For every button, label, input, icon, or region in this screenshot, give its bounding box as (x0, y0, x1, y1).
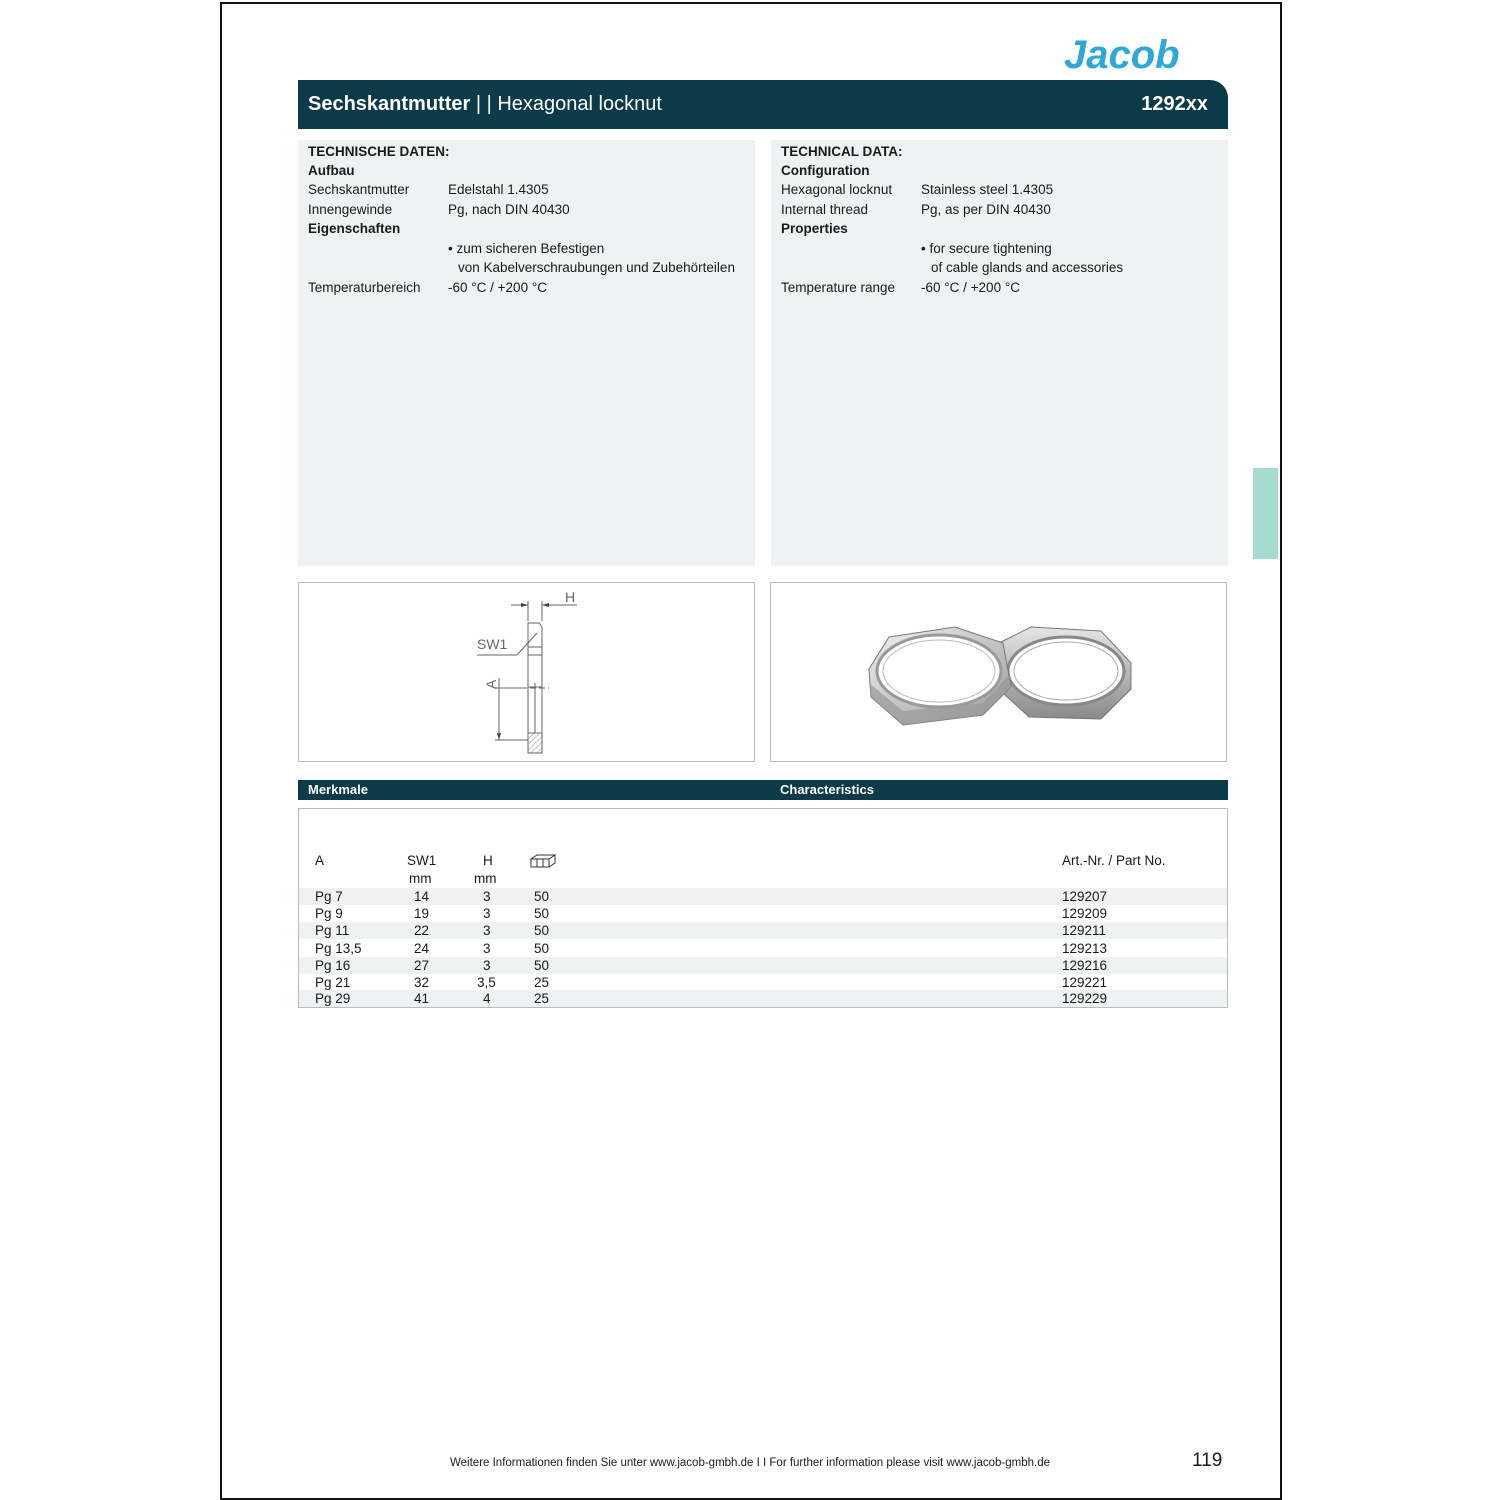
technical-drawing-box (298, 582, 755, 762)
package-icon (529, 853, 557, 869)
table-row: Pg 29 41 4 25 129229 (299, 990, 1227, 1007)
characteristics-label: Characteristics (780, 782, 874, 797)
table-row: Pg 21 32 3,5 25 129221 (315, 975, 1108, 990)
footer-text: Weitere Informationen finden Sie unter www.jacob-gmbh.de I I For further information please visit www.jacob-gmbh.de (450, 1457, 1050, 1469)
col-header-h: H (483, 853, 493, 868)
svg-text:Jacob: Jacob (1064, 34, 1180, 76)
table-row: Pg 9 19 3 50 129209 (315, 906, 1108, 921)
tech-heading: TECHNISCHE DATEN: (308, 144, 450, 159)
table-row: Pg 16 27 3 50 129216 (299, 957, 1227, 974)
table-row: Pg 13,5 24 3 50 129213 (315, 941, 1108, 956)
col-header-sw1: SW1 (407, 853, 437, 868)
tech-data-de-panel: TECHNISCHE DATEN: Aufbau Sechskantmutter Edelstahl 1.4305 Innengewinde Pg, nach DIN 40430 Eigenschaften • zum sicheren Befestigen von Kabelverschraubungen und Zubehörteilen Temperaturbereich -60 °C / +200 °C (298, 140, 755, 566)
table-row: Pg 11 22 3 50 129211 (299, 922, 1227, 939)
tech-data-en-panel: TECHNICAL DATA: Configuration Hexagonal locknut Stainless steel 1.4305 Internal thread Pg, as per DIN 40430 Properties • for secure tightening of cable glands and accessories Temperature range -60 °C / +200 °C (771, 140, 1228, 566)
technical-drawing (299, 583, 754, 761)
section-properties: Properties (781, 221, 848, 236)
product-photo-box (770, 582, 1227, 762)
title-bar (298, 80, 1228, 129)
section-eigenschaften: Eigenschaften (308, 221, 401, 236)
section-aufbau: Aufbau (308, 163, 355, 178)
section-configuration: Configuration (781, 163, 870, 178)
nut-right (999, 627, 1131, 719)
characteristics-bar (298, 780, 1228, 800)
page-title: Sechskantmutter | | Hexagonal locknut (308, 93, 662, 115)
label-h: H (565, 589, 576, 605)
jacob-logo (1062, 34, 1232, 76)
unit-sw1: mm (409, 871, 432, 886)
side-tab (1253, 468, 1278, 559)
product-photo (771, 583, 1226, 761)
parts-table (298, 808, 1228, 1008)
tech-heading: TECHNICAL DATA: (781, 144, 903, 159)
page-number: 119 (1192, 1450, 1223, 1471)
label-a: A (483, 679, 499, 689)
unit-h: mm (474, 871, 497, 886)
merkmale-label: Merkmale (308, 782, 368, 797)
product-code: 1292xx (1141, 93, 1208, 115)
table-row: Pg 7 14 3 50 129207 (299, 888, 1227, 905)
col-header-part: Art.-Nr. / Part No. (1062, 853, 1166, 868)
col-header-a: A (315, 853, 325, 868)
nut-left (869, 627, 1011, 725)
label-sw1: SW1 (477, 636, 508, 652)
